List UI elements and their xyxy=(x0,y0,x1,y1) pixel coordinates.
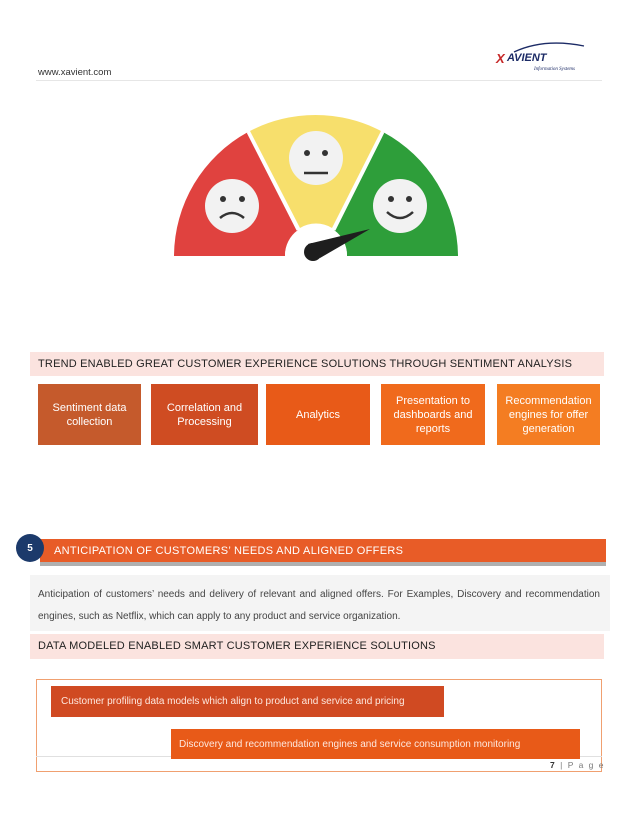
process-step-label: Sentiment data collection xyxy=(52,401,127,428)
data-modeled-section-title: DATA MODELED ENABLED SMART CUSTOMER EXPERIENCE SOLUTIONS xyxy=(30,634,604,659)
process-step-sentiment-collection xyxy=(38,384,141,445)
logo-wordmark: AVIENT xyxy=(507,52,547,64)
process-step-label: Recommendation engines for offer generation xyxy=(505,394,592,435)
section-number-badge: 5 xyxy=(16,534,44,562)
page-number-value: 7 xyxy=(550,760,557,770)
process-step-recommendation xyxy=(497,384,600,445)
logo-x: X xyxy=(496,51,505,66)
section-5-paragraph: Anticipation of customers’ needs and delivery of relevant and aligned offers. For Examples, Discovery and recommendation engines, such as Netflix, which can apply to any product and service organization. xyxy=(38,589,600,622)
trend-section-title: TREND ENABLED GREAT CUSTOMER EXPERIENCE SOLUTIONS THROUGH SENTIMENT ANALYSIS xyxy=(30,352,604,376)
sad-face-icon xyxy=(205,179,259,233)
header-divider xyxy=(36,80,602,81)
process-step-correlation xyxy=(151,384,258,445)
happy-face-icon xyxy=(373,179,427,233)
page-number xyxy=(550,760,605,770)
process-step-presentation xyxy=(381,384,485,445)
company-logo xyxy=(494,40,586,76)
section-bar-shadow xyxy=(40,562,606,566)
process-step-label: Presentation to dashboards and reports xyxy=(393,394,473,435)
page-separator: | xyxy=(560,760,564,770)
process-step-analytics xyxy=(266,384,370,445)
logo-swoosh xyxy=(514,43,584,52)
process-step-label: Correlation and Processing xyxy=(166,401,243,428)
page-label: P a g e xyxy=(567,760,605,770)
sentiment-gauge xyxy=(170,112,462,264)
neutral-face-icon xyxy=(289,131,343,185)
section-5-title: ANTICIPATION OF CUSTOMERS’ NEEDS AND ALIGNED OFFERS xyxy=(40,539,606,562)
customer-profiling-bar: Customer profiling data models which align to product and service and pricing xyxy=(51,686,444,717)
website-url[interactable]: www.xavient.com xyxy=(38,67,112,78)
logo-tagline: Information Systems xyxy=(534,67,575,72)
discovery-engines-bar: Discovery and recommendation engines and service consumption monitoring xyxy=(171,729,580,759)
process-step-label: Analytics xyxy=(295,408,341,421)
